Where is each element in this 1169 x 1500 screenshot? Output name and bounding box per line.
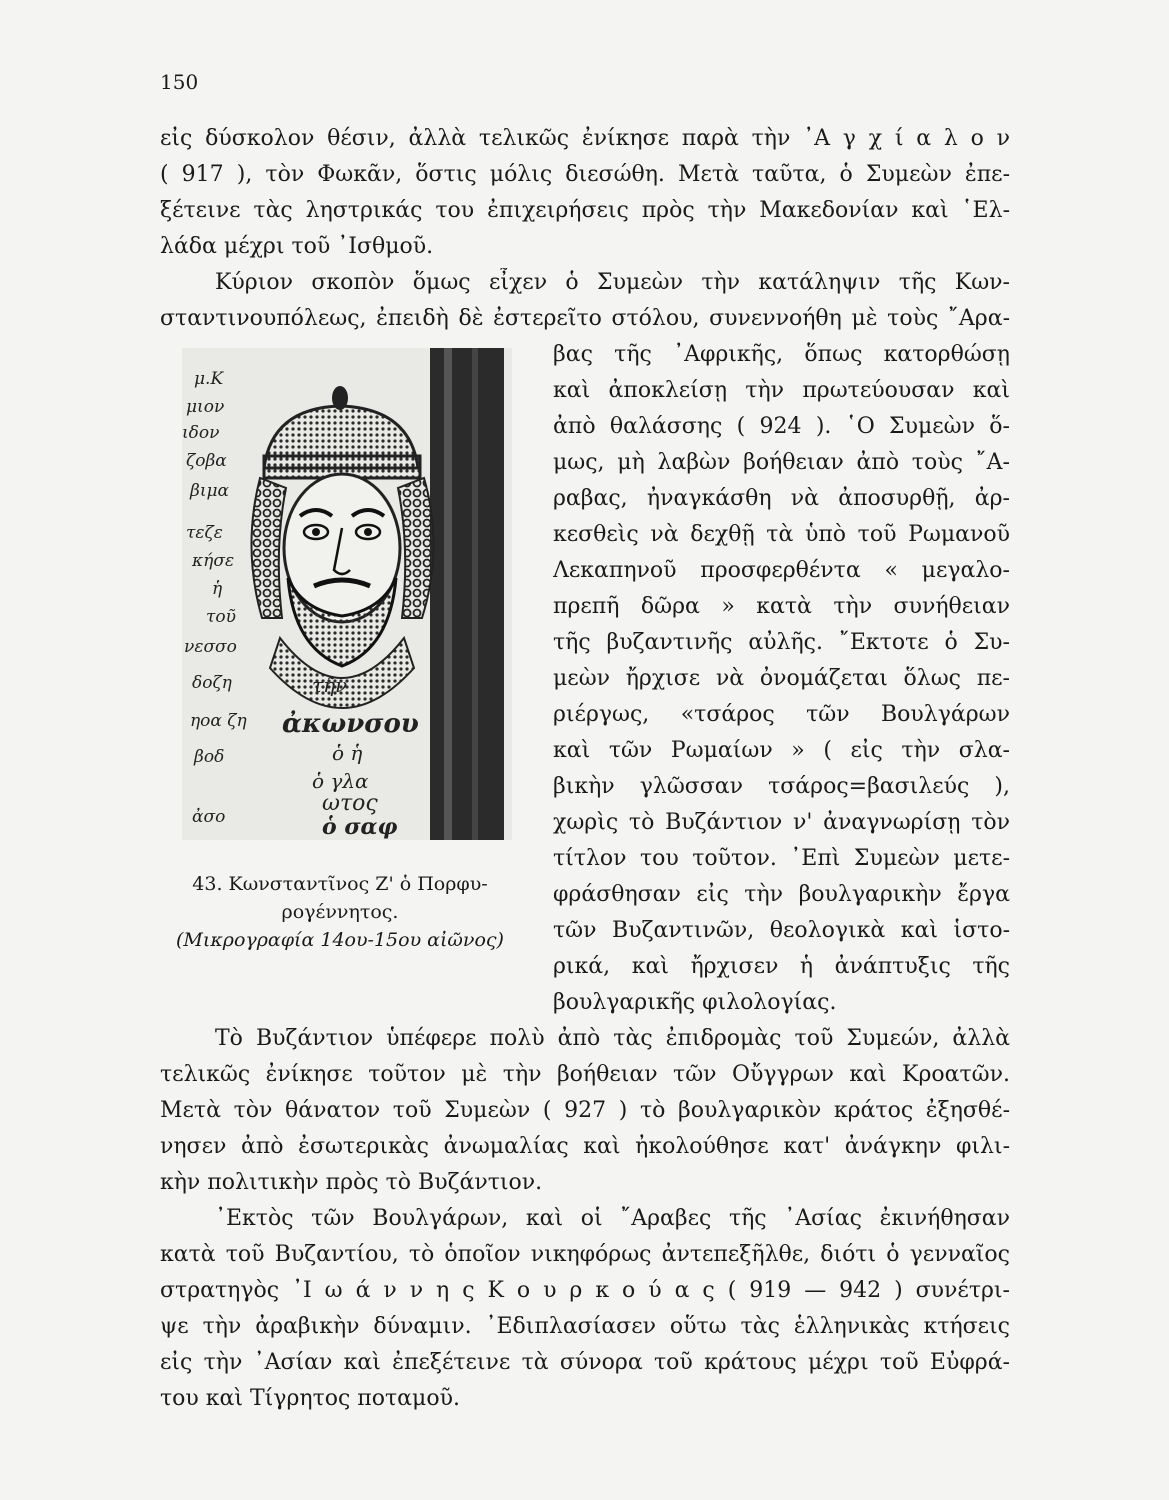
text-line: κεσθεὶς νὰ δεχθῇ τὰ ὑπὸ τοῦ Ρωμανοῦ	[553, 522, 1010, 547]
svg-text:ὁ σαφ: ὁ σαφ	[322, 814, 398, 840]
svg-text:τῆν: τῆν	[312, 673, 348, 697]
emperor-portrait-illustration	[182, 348, 512, 840]
text-line: καὶ ἀποκλείσῃ τὴν πρωτεύουσαν καὶ	[553, 378, 1010, 403]
text-line: φράσθησαν εἰς τὴν βουλγαρικὴν ἔργα	[553, 882, 1010, 907]
text-line: μως, μὴ λαβὼν βοήθειαν ἀπὸ τοὺς ῎Α-	[553, 450, 1010, 475]
emperor-miniature-figure	[182, 348, 512, 840]
text-line: ψε τὴν ἀραβικὴν δύναμιν. ᾿Εδιπλασίασεν οὕτω τὰς ἑλληνικὰς κτήσεις	[160, 1314, 1010, 1339]
text-line: βουλγαρικῆς φιλολογίας.	[553, 990, 837, 1015]
svg-text:ἀκωνσου: ἀκωνσου	[282, 709, 419, 739]
svg-text:ζοβα: ζοβα	[186, 451, 227, 471]
text-line: τελικῶς ἐνίκησε τοῦτον μὲ τὴν βοήθειαν τῶν Οὔγγρων καὶ Κροατῶν.	[160, 1062, 1010, 1087]
figure-caption-source: (Μικρογραφία 14ου-15ου αἰῶνος)	[176, 929, 504, 951]
svg-text:ὁ γλα: ὁ γλα	[312, 769, 369, 793]
text-line: Λεκαπηνοῦ προσφερθέντα « μεγαλο-	[553, 558, 1010, 583]
svg-text:ωτος: ωτος	[322, 791, 378, 816]
svg-text:μιον: μιον	[186, 397, 225, 417]
text-line: τίτλον του τοῦτον. ᾿Επὶ Συμεὼν μετε-	[553, 846, 1010, 871]
svg-text:ὁ ἡ: ὁ ἡ	[332, 741, 363, 765]
svg-text:ἡ: ἡ	[212, 579, 223, 599]
text-line: καὶ τῶν Ρωμαίων » ( εἰς τὴν σλα-	[553, 738, 1010, 763]
text-line: ρικά, καὶ ἤρχισεν ἡ ἀνάπτυξις τῆς	[553, 954, 1010, 979]
text-line: νησεν ἀπὸ ἐσωτερικὰς ἀνωμαλίας καὶ ἠκολούθησε κατ' ἀνάγκην φιλι-	[160, 1134, 1010, 1159]
figure-caption-line1: 43. Κωνσταντῖνος Ζ' ὁ Πορφυ-	[192, 873, 488, 895]
text-line: του καὶ Τίγρητος ποταμοῦ.	[160, 1386, 460, 1411]
svg-text:τεζε: τεζε	[186, 523, 223, 543]
text-line: εἰς δύσκολον θέσιν, ἀλλὰ τελικῶς ἐνίκησε παρὰ τὴν ᾿Α γ χ ί α λ ο ν	[160, 126, 1010, 151]
text-line: βικὴν γλῶσσαν τσάρος=βασιλεύς ),	[553, 774, 1010, 799]
text-line: κατὰ τοῦ Βυζαντίου, τὸ ὁποῖον νικηφόρως ἀντεπεξῆλθε, διότι ὁ γενναῖος	[160, 1242, 1010, 1267]
text-line: Τὸ Βυζάντιον ὑπέφερε πολὺ ἀπὸ τὰς ἐπιδρομὰς τοῦ Συμεών, ἀλλὰ	[215, 1026, 1010, 1051]
text-line: τῆς βυζαντινῆς αὐλῆς. ῎Εκτοτε ὁ Συ-	[553, 630, 1010, 655]
text-line: εἰς τὴν ᾿Ασίαν καὶ ἐπεξέτεινε τὰ σύνορα τοῦ κράτους μέχρι τοῦ Εὐφρά-	[160, 1350, 1010, 1375]
text-line: ραβας, ἠναγκάσθη νὰ ἀποσυρθῇ, ἀρ-	[553, 486, 1010, 511]
svg-text:ιδον: ιδον	[182, 423, 220, 443]
svg-text:τοῦ: τοῦ	[206, 607, 236, 627]
figure-caption-line2: ρογέννητος.	[281, 901, 399, 923]
svg-text:βιμα: βιμα	[190, 481, 230, 501]
svg-text:ηοα ζη: ηοα ζη	[190, 711, 247, 731]
page-number: 150	[160, 70, 199, 94]
svg-text:δοζη: δοζη	[192, 673, 232, 693]
text-line: ᾿Εκτὸς τῶν Βουλγάρων, καὶ οἱ ῎Αραβες τῆς ᾿Ασίας ἐκινήθησαν	[215, 1206, 1010, 1231]
text-line: χωρὶς τὸ Βυζάντιον ν' ἀναγνωρίσῃ τὸν	[553, 810, 1010, 835]
text-line: βας τῆς ᾿Αφρικῆς, ὅπως κατορθώσῃ	[553, 342, 1010, 367]
text-line: στρατηγὸς ᾿Ι ω ά ν ν η ς Κ ο υ ρ κ ο ύ α ς ( 919 — 942 ) συνέτρι-	[160, 1278, 1010, 1303]
text-line: κὴν πολιτικὴν πρὸς τὸ Βυζάντιον.	[160, 1170, 543, 1195]
svg-text:βοδ: βοδ	[194, 747, 225, 767]
text-line: Μετὰ τὸν θάνατον τοῦ Συμεὼν ( 927 ) τὸ βουλγαρικὸν κράτος ἐξησθέ-	[160, 1098, 1010, 1123]
svg-text:μ.Κ: μ.Κ	[194, 369, 224, 389]
text-line: Κύριον σκοπὸν ὅμως εἶχεν ὁ Συμεὼν τὴν κατάληψιν τῆς Κων-	[215, 270, 1010, 295]
text-line: ἀπὸ θαλάσσης ( 924 ). ῾Ο Συμεὼν ὅ-	[553, 414, 1010, 439]
text-line: ριέργως, «τσάρος τῶν Βουλγάρων	[553, 702, 1010, 727]
text-line: τῶν Βυζαντινῶν, θεολογικὰ καὶ ἱστο-	[553, 918, 1010, 943]
text-line: λάδα μέχρι τοῦ ᾿Ισθμοῦ.	[160, 234, 434, 259]
text-line: ξέτεινε τὰς ληστρικάς του ἐπιχειρήσεις πρὸς τὴν Μακεδονίαν καὶ ῾Ελ-	[160, 198, 1010, 223]
svg-text:κήσε: κήσε	[192, 551, 235, 571]
text-line: σταντινουπόλεως, ἐπειδὴ δὲ ἐστερεῖτο στόλου, συνεννοήθη μὲ τοὺς ῎Αρα-	[160, 306, 1010, 331]
text-line: μεὼν ἤρχισε νὰ ὀνομάζεται ὅλως πε-	[553, 666, 1010, 691]
svg-text:νεσσο: νεσσο	[184, 637, 237, 657]
text-line: πρεπῆ δῶρα » κατὰ τὴν συνήθειαν	[553, 594, 1010, 619]
svg-text:ἀσο: ἀσο	[192, 807, 226, 827]
text-line: ( 917 ), τὸν Φωκᾶν, ὅστις μόλις διεσώθη. Μετὰ ταῦτα, ὁ Συμεὼν ἐπε-	[160, 162, 1010, 187]
